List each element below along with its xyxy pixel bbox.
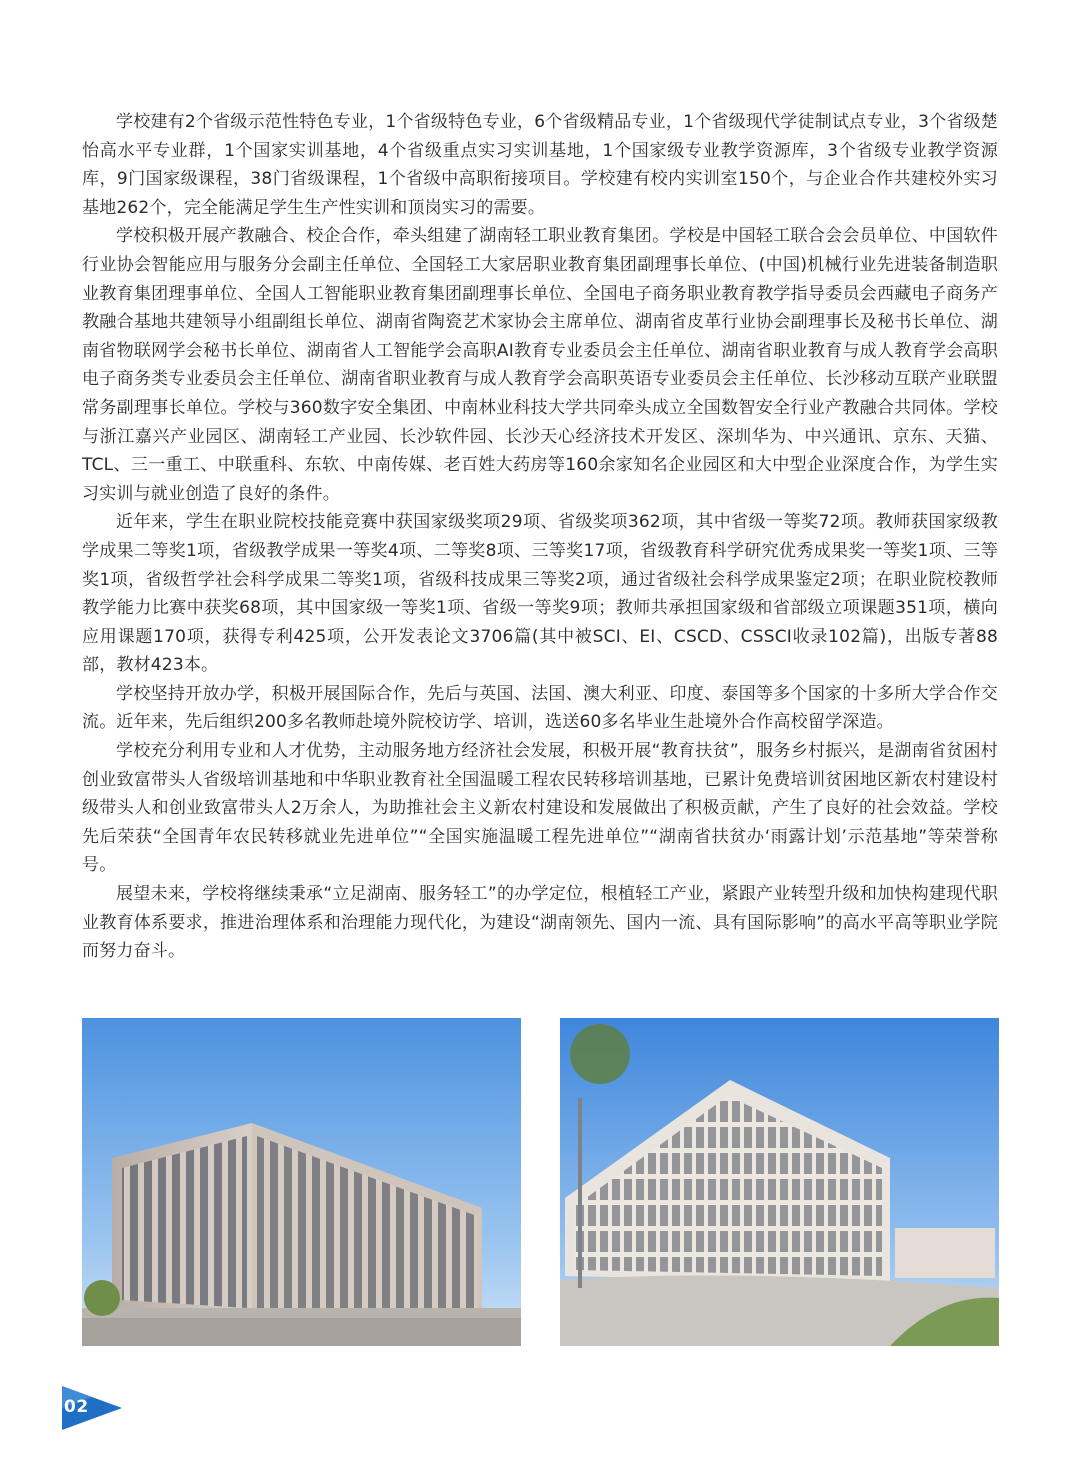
page-marker <box>62 1386 122 1430</box>
campus-building-photo-right <box>560 1018 999 1346</box>
paragraph-cooperation: 学校积极开展产教融合、校企合作，牵头组建了湖南轻工职业教育集团。学校是中国轻工联合会会员单位、中国软件行业协会智能应用与服务分会副主任单位、全国轻工大家居职业教育集团副理事长单位、(中国)机械行业先进装备制造职业教育集团理事单位、全国人工智能职业教育集团副理事长单位、全国电子商务职业教育教学指导委员会西藏电子商务产教融合基地共建领导小组副组长单位、湖南省陶瓷艺术家协会主席单位、湖南省皮革行业协会副理事长及秘书长单位、湖南省物联网学会秘书长单位、湖南省人工智能学会高职AI教育专业委员会主任单位、湖南省职业教育与成人教育学会高职电子商务类专业委员会主任单位、湖南省职业教育与成人教育学会高职英语专业委员会主任单位、长沙移动互联产业联盟常务副理事长单位。学校与360数字安全集团、中南林业科技大学共同牵头成立全国数智安全行业产教融合共同体。学校与浙江嘉兴产业园区、湖南轻工产业园、长沙软件园、长沙天心经济技术开发区、深圳华为、中兴通讯、京东、天猫、TCL、三一重工、中联重科、东软、中南传媒、老百姓大药房等160余家知名企业园区和大中型企业深度合作，为学生实习实训与就业创造了良好的条件。 <box>82 226 998 504</box>
paragraph-outlook: 展望未来，学校将继续秉承“立足湖南、服务轻工”的办学定位，根植轻工产业，紧跟产业转型升级和加快构建现代职业教育体系要求，推进治理体系和治理能力现代化，为建设“湖南领先、国内一流、具有国际影响”的高水平高等职业学院而努力奋斗。 <box>82 884 998 962</box>
campus-building-photo-left <box>82 1018 521 1346</box>
paragraph-social-service: 学校充分利用专业和人才优势，主动服务地方经济社会发展，积极开展“教育扶贫”，服务乡村振兴，是湖南省贫困村创业致富带头人省级培训基地和中华职业教育社全国温暖工程农民转移培训基地，已累计免费培训贫困地区新农村建设村级带头人和创业致富带头人2万余人，为助推社会主义新农村建设和发展做出了积极贡献，产生了良好的社会效益。学校先后荣获“全国青年农民转移就业先进单位”“全国实施温暖工程先进单位”“湖南省扶贫办‘雨露计划’示范基地”等荣誉称号。 <box>82 741 998 876</box>
article-body <box>82 108 998 966</box>
paragraph-international: 学校坚持开放办学，积极开展国际合作，先后与英国、法国、澳大利亚、印度、泰国等多个国家的十多所大学合作交流。近年来，先后组织200多名教师赴境外院校访学、培训，选送60多名毕业生赴境外合作高校留学深造。 <box>82 683 998 733</box>
paragraph-majors: 学校建有2个省级示范性特色专业，1个省级特色专业，6个省级精品专业，1个省级现代学徒制试点专业，3个省级楚怡高水平专业群，1个国家实训基地，4个省级重点实习实训基地，1个国家级专业教学资源库，3个省级专业教学资源库，9门国家级课程，38门省级课程，1个省级中高职衔接项目。学校建有校内实训室150个，与企业合作共建校外实习基地262个，完全能满足学生生产性实训和顶岗实习的需要。 <box>82 112 998 218</box>
paragraph-achievements: 近年来，学生在职业院校技能竞赛中获国家级奖项29项、省级奖项362项，其中省级一等奖72项。教师获国家级教学成果二等奖1项，省级教学成果一等奖4项、二等奖8项、三等奖17项，省级教育科学研究优秀成果奖一等奖1项、三等奖1项，省级哲学社会科学成果二等奖1项，省级科技成果三等奖2项，通过省级社会科学成果鉴定2项；在职业院校教师教学能力比赛中获奖68项，其中国家级一等奖1项、省级一等奖9项；教师共承担国家级和省部级立项课题351项，横向应用课题170项，获得专利425项，公开发表论文3706篇(其中被SCI、EI、CSCD、CSSCI收录102篇)，出版专著88部，教材423本。 <box>82 512 998 676</box>
page-number: 02 <box>64 1397 89 1417</box>
